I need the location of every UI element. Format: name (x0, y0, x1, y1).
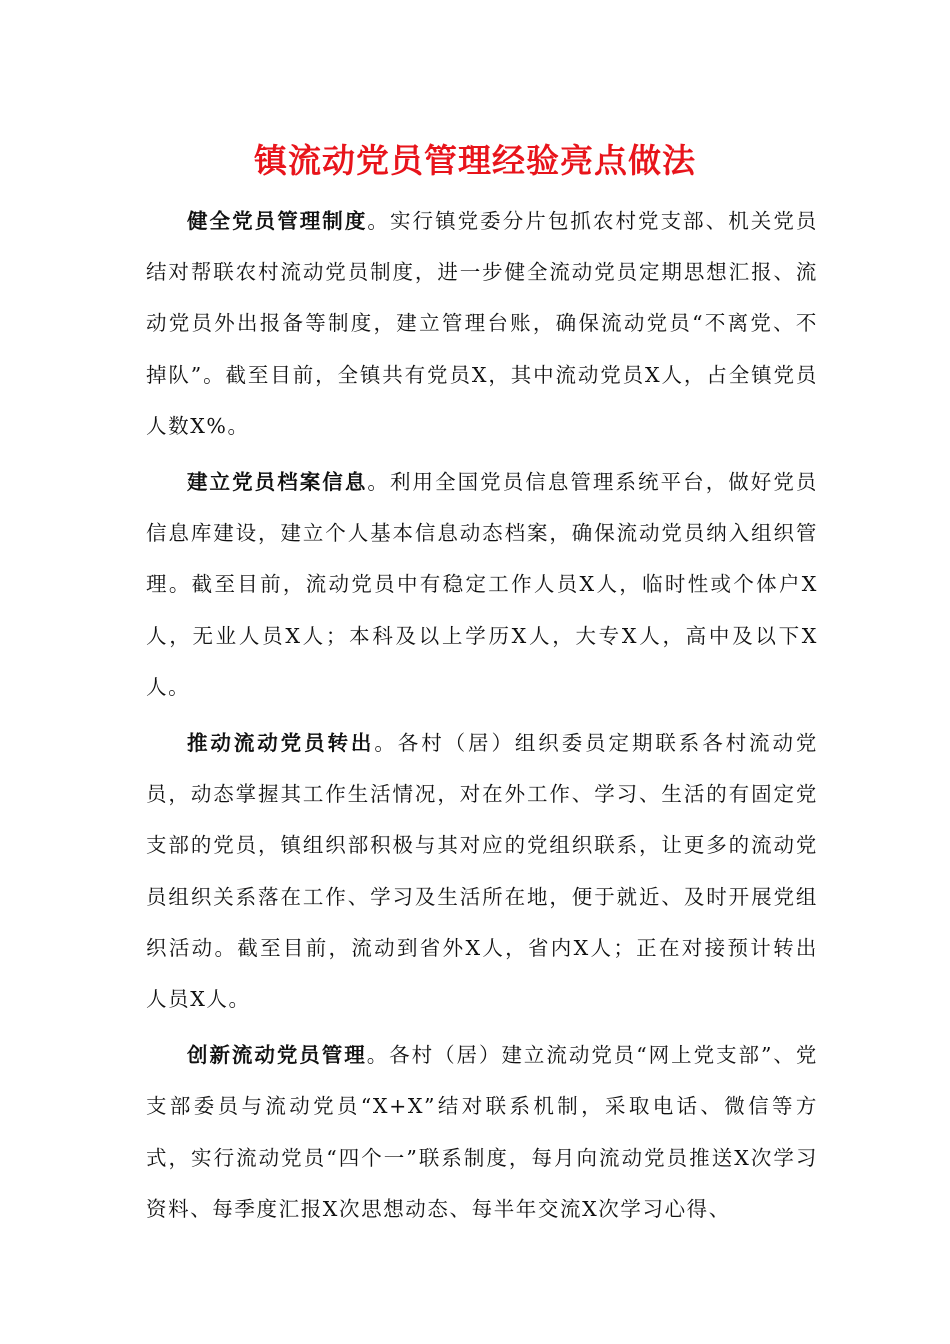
paragraph-innovation (146, 1030, 818, 1235)
paragraph-lead: 健全党员管理制度 (187, 209, 368, 233)
paragraph-lead: 推动流动党员转出 (187, 731, 375, 756)
paragraph-text: 。各村（居）组织委员定期联系各村流动党员，动态掌握其工作生活情况，对在外工作、学习、生活的有固定党支部的党员，镇组织部积极与其对应的党组织联系，让更多的流动党员组织关系落在工作、学习及生活所在地，便于就近、及时开展党组织活动。截至目前，流动到省外X人，省内X人；正在对接预计转出人员X人。 (146, 731, 818, 1012)
paragraph-lead: 创新流动党员管理 (187, 1043, 367, 1068)
document-title: 镇流动党员管理经验亮点做法 (254, 141, 696, 180)
paragraph-archive-info (146, 457, 818, 713)
paragraph-text: 。实行镇党委分片包抓农村党支部、机关党员结对帮联农村流动党员制度，进一步健全流动党员定期思想汇报、流动党员外出报备等制度，建立管理台账，确保流动党员“不离党、不掉队”。截至目前，全镇共有党员X，其中流动党员X人，占全镇党员人数X%。 (146, 209, 818, 438)
paragraph-transfer-out (146, 718, 818, 1025)
document-body (146, 196, 818, 1240)
paragraph-text: 。利用全国党员信息管理系统平台，做好党员信息库建设，建立个人基本信息动态档案，确保流动党员纳入组织管理。截至目前，流动党员中有稳定工作人员X人，临时性或个体户X人，无业人员X人；本科及以上学历X人，大专X人，高中及以下X人。 (146, 470, 818, 699)
paragraph-lead: 建立党员档案信息 (187, 470, 368, 495)
paragraph-management-system (146, 196, 818, 452)
paragraph-text: 。各村（居）建立流动党员“网上党支部”、党支部委员与流动党员“X+X”结对联系机制，采取电话、微信等方式，实行流动党员“四个一”联系制度，每月向流动党员推送X次学习资料、每季度汇报X次思想动态、每半年交流X次学习心得、 (146, 1043, 818, 1221)
